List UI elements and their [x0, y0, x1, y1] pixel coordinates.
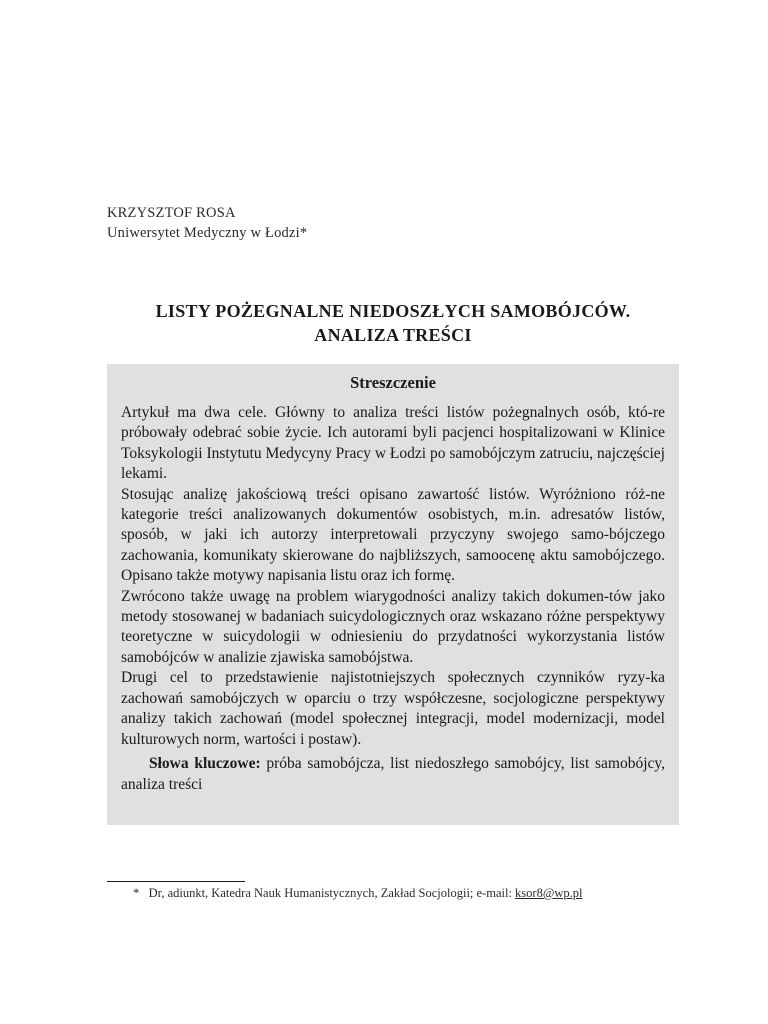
- abstract-paragraph: Artykuł ma dwa cele. Główny to analiza treści listów pożegnalnych osób, któ-re próbowały odebrać sobie życie. Ich autorami byli pacjenci hospitalizowani w Klinice Toksykologii Instytutu Medycyny Pracy w Łodzi po samobójczym zatruciu, najczęściej lekami.: [121, 404, 665, 483]
- footnote-text: Dr, adiunkt, Katedra Nauk Humanistycznych, Zakład Socjologii; e-mail:: [148, 886, 512, 900]
- abstract-paragraph: Stosując analizę jakościową treści opisano zawartość listów. Wyróżniono róż-ne kategorie treści analizowanych dokumentów osobistych, m.in. adresatów listów, sposób, w jaki ich autorzy interpretowali przyczyny swojego samo-bójczego zachowania, komunikaty skierowane do najbliższych, samoocenę aktu samobójczego. Opisano także motywy napisania listu oraz ich formę.: [121, 485, 665, 585]
- footnote-marker: *: [133, 886, 140, 900]
- keywords-text: próba samobójcza, list niedoszłego samobójcy, list samobójcy, analiza treści: [121, 755, 666, 793]
- abstract-heading: Streszczenie: [350, 373, 436, 392]
- footnote: [133, 885, 582, 902]
- abstract-body: [121, 403, 665, 750]
- keywords: [121, 753, 665, 795]
- author-affiliation: Uniwersytet Medyczny w Łodzi*: [107, 225, 308, 241]
- abstract-paragraph: Zwrócono także uwagę na problem wiarygodności analizy takich dokumen-tów jako metody stosowanej w badaniach suicydologicznych oraz wskazano różne perspektywy teoretyczne w suicydologii w odniesieniu do przydatności wykorzystania listów samobójców w analizie zjawiska samobójstwa.: [121, 587, 665, 666]
- email-link[interactable]: ksor8@wp.pl: [515, 886, 583, 900]
- title-line-1: LISTY POŻEGNALNE NIEDOSZŁYCH SAMOBÓJCÓW.: [155, 301, 631, 321]
- title-line-2: ANALIZA TREŚCI: [314, 325, 472, 345]
- author-name: KRZYSZTOF ROSA: [107, 205, 236, 221]
- author-block: [107, 203, 307, 243]
- abstract-paragraph: Drugi cel to przedstawienie najistotniejszych społecznych czynników ryzy-ka zachowań samobójczych w oparciu o trzy współczesne, socjologiczne perspektywy analizy takich zachowań (model społecznej integracji, model modernizacji, model kulturowych norm, wartości i postaw).: [121, 669, 665, 748]
- abstract-box: [107, 364, 679, 825]
- footnote-rule: [107, 881, 245, 882]
- article-title: [107, 299, 679, 347]
- keywords-label: Słowa kluczowe:: [149, 755, 261, 772]
